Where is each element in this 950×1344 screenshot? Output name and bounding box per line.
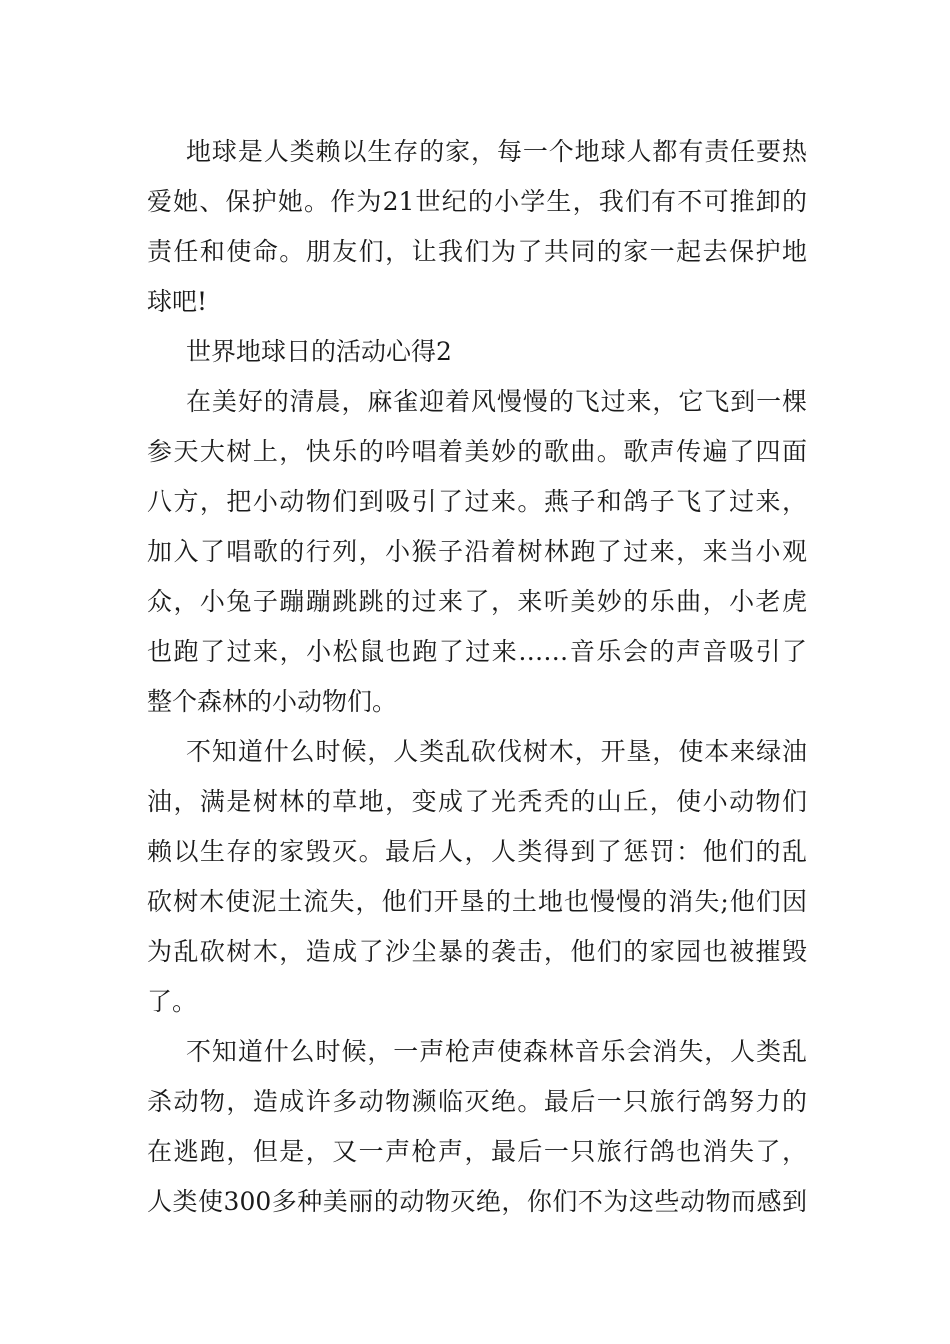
- paragraph-2-line-3: 八方，把小动物们到吸引了过来。燕子和鸽子飞了过来，: [147, 487, 807, 516]
- paragraph-2-line-2: 参天大树上，快乐的吟唱着美妙的歌曲。歌声传遍了四面: [147, 437, 807, 466]
- paragraph-4-line-2: 杀动物，造成许多动物濒临灭绝。最后一只旅行鸽努力的: [147, 1087, 807, 1116]
- paragraph-2-line-6: 也跑了过来，小松鼠也跑了过来……音乐会的声音吸引了: [147, 637, 807, 666]
- paragraph-3-line-5: 为乱砍树木，造成了沙尘暴的袭击，他们的家园也被摧毁: [147, 937, 807, 966]
- paragraph-2-line-1: 在美好的清晨，麻雀迎着风慢慢的飞过来，它飞到一棵: [186, 387, 807, 416]
- section-heading: 世界地球日的活动心得2: [186, 337, 452, 366]
- paragraph-3-line-4: 砍树木使泥土流失，他们开垦的土地也慢慢的消失;他们因: [147, 887, 807, 916]
- paragraph-4-line-4: 人类使300多种美丽的动物灭绝，你们不为这些动物而感到: [147, 1187, 807, 1216]
- paragraph-4-line-1: 不知道什么时候，一声枪声使森林音乐会消失，人类乱: [186, 1037, 807, 1066]
- paragraph-3-line-6: 了。: [147, 987, 198, 1016]
- paragraph-4-line-3: 在逃跑，但是，又一声枪声，最后一只旅行鸽也消失了，: [147, 1137, 807, 1166]
- paragraph-1-line-1: 地球是人类赖以生存的家，每一个地球人都有责任要热: [186, 137, 807, 166]
- paragraph-1-line-4: 球吧!: [147, 287, 208, 316]
- paragraph-1-line-2: 爱她、保护她。作为21世纪的小学生，我们有不可推卸的: [147, 187, 807, 216]
- paragraph-1-line-3: 责任和使命。朋友们，让我们为了共同的家一起去保护地: [147, 237, 807, 266]
- paragraph-2-line-7: 整个森林的小动物们。: [147, 687, 398, 716]
- paragraph-2-line-5: 众，小兔子蹦蹦跳跳的过来了，来听美妙的乐曲，小老虎: [147, 587, 807, 616]
- paragraph-3-line-2: 油，满是树林的草地，变成了光秃秃的山丘，使小动物们: [147, 787, 807, 816]
- paragraph-3-line-3: 赖以生存的家毁灭。最后人，人类得到了惩罚：他们的乱: [147, 837, 807, 866]
- paragraph-2-line-4: 加入了唱歌的行列，小猴子沿着树林跑了过来，来当小观: [147, 537, 807, 566]
- paragraph-3-line-1: 不知道什么时候，人类乱砍伐树木，开垦，使本来绿油: [186, 737, 807, 766]
